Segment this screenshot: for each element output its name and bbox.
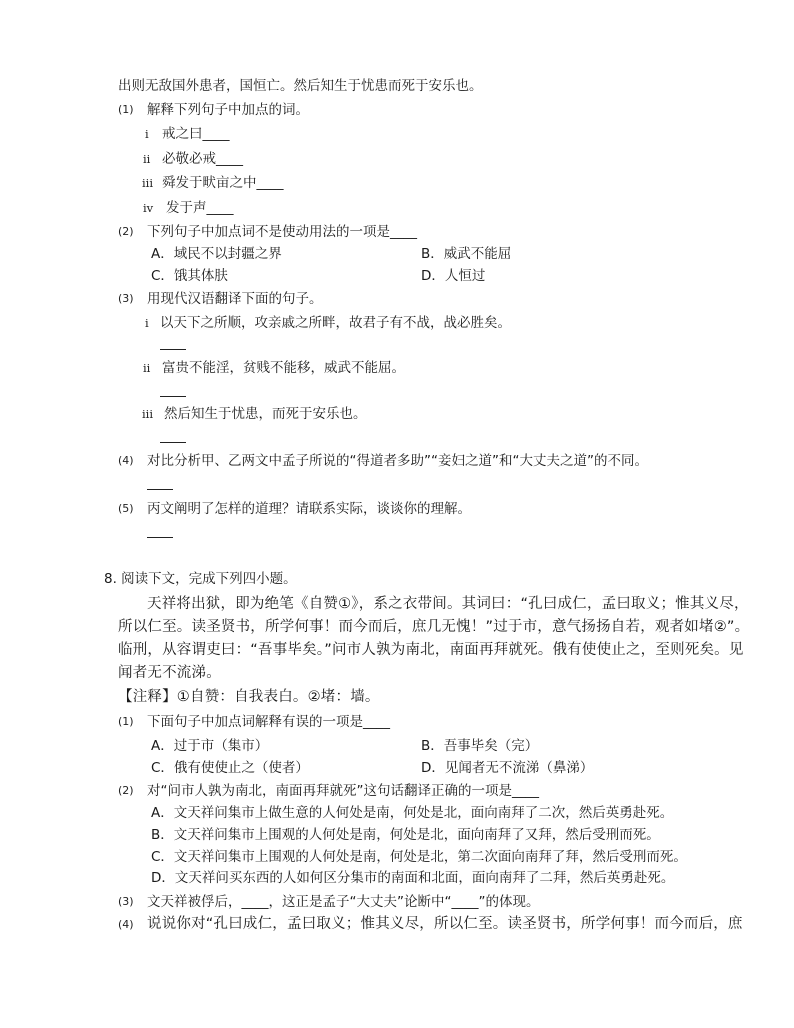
q8-sub1-option-b: B．吾事毕矣（完）	[421, 738, 539, 754]
q7-sub1-item4-mark: iv	[143, 201, 154, 215]
q7-sub3-item1-text: 以天下之所顺，攻亲戚之所畔，故君子有不战，战必胜矣。	[160, 315, 511, 331]
q8-passage-line-4: 闻者无不流涕。	[118, 665, 221, 681]
q8-annotation-note: 【注释】①自赞：自我表白。②堵：墙。	[118, 689, 380, 705]
q7-sub3-item3-answer-blank[interactable]	[160, 442, 186, 443]
q8-sub2-number: (2)	[118, 784, 134, 797]
q7-sub1-item4-text: 发于声____	[166, 200, 234, 216]
q7-sub1-item1-text: 戒之曰____	[162, 126, 230, 142]
q7-sub1-item3-text: 舜发于畎亩之中____	[162, 175, 284, 191]
q7-sub1-item2-text: 必敬必戒____	[162, 151, 243, 167]
q7-sub2-text: 下列句子中加点词不是使动用法的一项是____	[147, 224, 417, 240]
q8-sub3-text: 文天祥被俘后，____，这正是孟子“大丈夫”论断中“____”的体现。	[147, 894, 540, 910]
q8-sub2-option-a: A．文天祥问集市上做生意的人何处是南，何处是北，面向南拜了二次，然后英勇赴死。	[151, 805, 674, 821]
q7-sub3-item3-text: 然后知生于忧患，而死于安乐也。	[164, 406, 367, 422]
q7-sub1-item1-mark: i	[145, 127, 149, 141]
q8-sub2-option-d: D．文天祥问买东西的人如何区分集市的南面和北面，面向南拜了二拜，然后英勇赴死。	[151, 870, 675, 886]
q7-sub4-number: (4)	[118, 454, 134, 467]
q7-sub5-text: 丙文阐明了怎样的道理？请联系实际，谈谈你的理解。	[147, 501, 471, 517]
q8-sub1-number: (1)	[118, 715, 134, 728]
q7-sub3-item2-mark: ii	[143, 361, 151, 375]
q7-sub4-text: 对比分析甲、乙两文中孟子所说的“得道者多助”“妾妇之道”和“大丈夫之道”的不同。	[147, 453, 648, 469]
q8-sub1-option-d: D．见闻者无不流涕（鼻涕）	[421, 760, 594, 776]
q7-sub3-text: 用现代汉语翻译下面的句子。	[147, 291, 323, 307]
q8-sub1-option-c: C．俄有使使止之（使者）	[151, 760, 309, 776]
q7-sub3-number: (3)	[118, 292, 134, 305]
q8-sub1-text: 下面句子中加点词解释有误的一项是____	[147, 714, 390, 730]
q7-sub3-item1-answer-blank[interactable]	[160, 349, 186, 350]
q7-sub5-answer-blank[interactable]	[147, 537, 173, 538]
q8-header: 8. 阅读下文，完成下列四小题。	[104, 571, 297, 587]
q7-sub4-answer-blank[interactable]	[147, 489, 173, 490]
q8-sub1-option-a: A．过于市（集市）	[151, 738, 269, 754]
q8-sub4-text: 说说你对“孔曰成仁，孟曰取义；惟其义尽，所以仁至。读圣贤书，所学何事！而今而后，庶	[147, 916, 743, 932]
q7-sub3-item2-answer-blank[interactable]	[160, 396, 186, 397]
q7-sub3-item3-mark: iii	[142, 407, 154, 421]
q7-sub2-option-b: B．威武不能屈	[421, 246, 512, 262]
q8-sub2-text: 对“问市人孰为南北，南面再拜就死”这句话翻译正确的一项是____	[147, 783, 539, 799]
q8-passage-line-3: 临刑，从容谓吏曰：“吾事毕矣。”问市人孰为南北，南面再拜就死。俄有使使止之，至则死矣。见	[118, 642, 744, 658]
q7-sub2-option-d: D．人恒过	[421, 268, 486, 284]
q8-passage-line-1: 天祥将出狱，即为绝笔《自赞①》，系之衣带间。其词曰：“孔曰成仁，孟曰取义；惟其义尽，	[147, 596, 749, 612]
q7-sub3-item2-text: 富贵不能淫，贫贱不能移，威武不能屈。	[162, 360, 405, 376]
q7-sub2-number: (2)	[118, 225, 134, 238]
q8-sub3-number: (3)	[118, 895, 134, 908]
q7-sub2-option-c: C．饿其体肤	[151, 268, 228, 284]
q8-sub2-option-b: B．文天祥问集市上围观的人何处是南，何处是北，面向南拜了又拜，然后受刑而死。	[151, 827, 660, 843]
q7-sub1-text: 解释下列句子中加点的词。	[147, 102, 309, 118]
q7-intro-line: 出则无敌国外患者，国恒亡。然后知生于忧患而死于安乐也。	[118, 78, 483, 94]
q7-sub1-number: (1)	[118, 103, 134, 116]
q7-sub2-option-a: A．域民不以封疆之界	[151, 246, 282, 262]
q8-passage-line-2: 所以仁至。读圣贤书，所学何事！而今而后，庶几无愧！”过于市，意气扬扬自若，观者如堵②”。	[118, 619, 750, 635]
q7-sub5-number: (5)	[118, 502, 134, 515]
q8-sub2-option-c: C．文天祥问集市上围观的人何处是南，何处是北，第二次面向南拜了拜，然后受刑而死。	[151, 849, 687, 865]
q7-sub1-item2-mark: ii	[143, 152, 151, 166]
q7-sub3-item1-mark: i	[145, 316, 149, 330]
q8-sub4-number: (4)	[118, 918, 134, 931]
q7-sub1-item3-mark: iii	[142, 176, 154, 190]
